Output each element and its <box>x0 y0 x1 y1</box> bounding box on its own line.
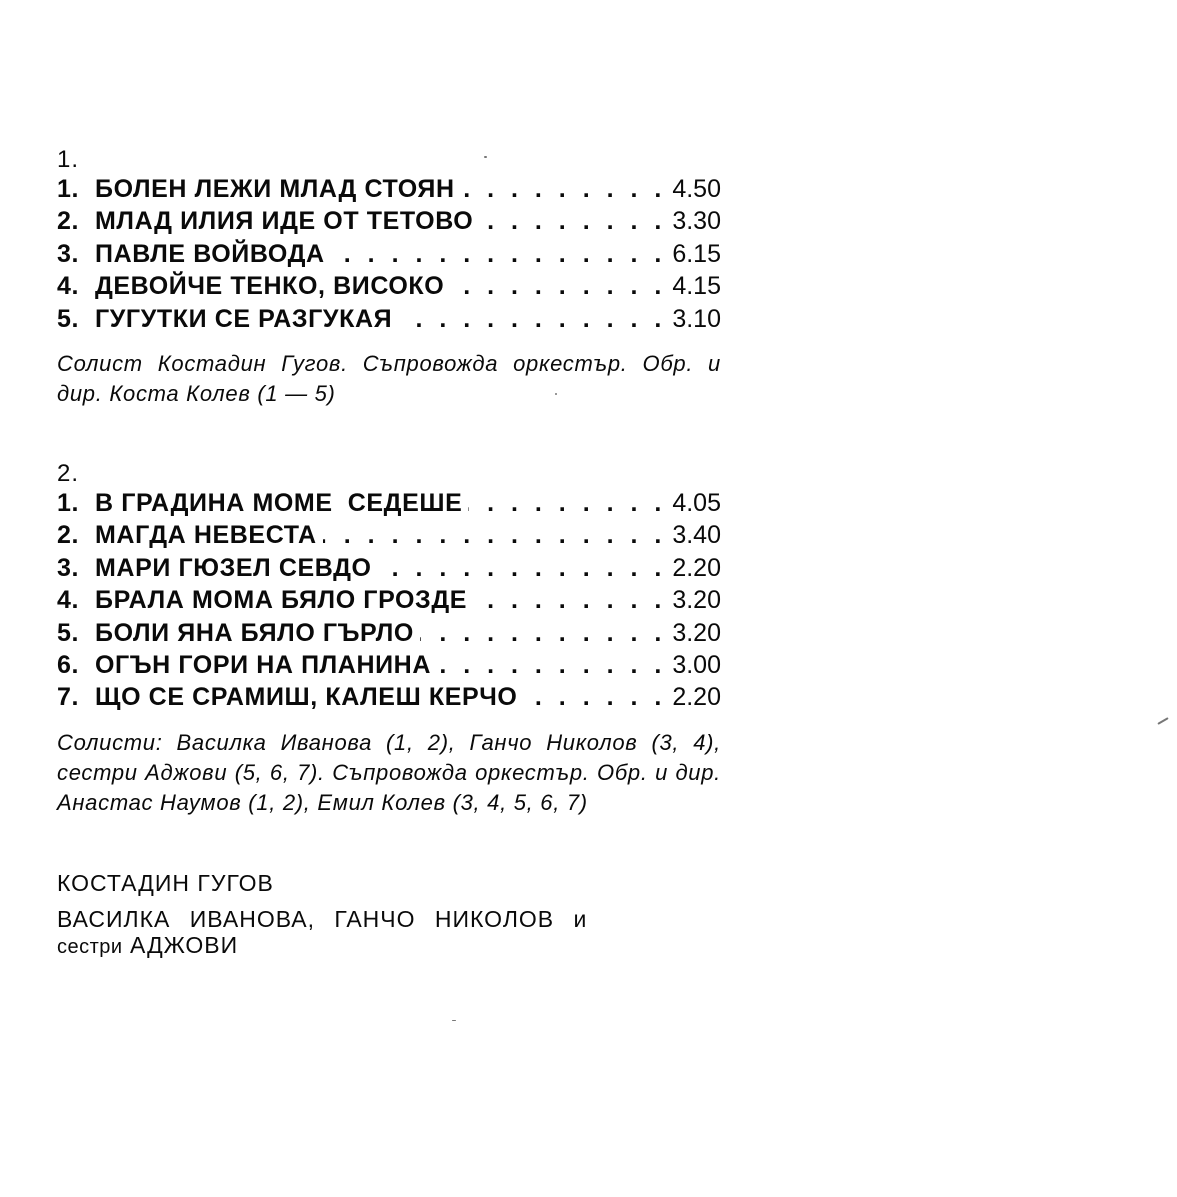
track-number: 2. <box>57 207 80 236</box>
print-speck <box>1157 717 1168 725</box>
dot-leader <box>479 207 666 236</box>
track-row <box>57 305 721 337</box>
dot-leader <box>468 489 666 518</box>
dot-leader <box>420 619 666 648</box>
dot-leader <box>398 305 666 334</box>
track-title: ДЕВОЙЧЕ ТЕНКО, ВИСОКО <box>95 272 445 301</box>
sisters-word: сестри <box>57 935 123 958</box>
artists-block <box>57 866 721 960</box>
track-number: 1. <box>57 488 80 517</box>
print-speck <box>452 1020 456 1021</box>
track-duration: 3.20 <box>672 586 721 615</box>
primary-artist: КОСТАДИН ГУГОВ <box>57 869 274 896</box>
track-row <box>57 175 721 207</box>
track-title: ГУГУТКИ СЕ РАЗГУКАЯ <box>95 304 393 333</box>
track-number: 3. <box>57 239 80 268</box>
dot-leader <box>323 521 667 550</box>
liner-notes <box>57 145 721 960</box>
track-duration: 6.15 <box>672 239 721 268</box>
track-number: 2. <box>57 521 80 550</box>
secondary-artists: ВАСИЛКА ИВАНОВА, ГАНЧО НИКОЛОВ и <box>57 905 588 932</box>
track-duration: 3.30 <box>672 207 721 236</box>
track-number: 3. <box>57 553 80 582</box>
scan-edge <box>0 0 6 1197</box>
track-duration: 3.10 <box>672 304 721 333</box>
track-duration: 4.05 <box>672 488 721 517</box>
side-two-credits: Солисти: Василка Иванова (1, 2), Ганчо Николов (3, 4), сестри Аджови (5, 6, 7). Съпровожда оркестър. Обр. и дир. Анастас Наумов (1, 2), Емил Колев (3, 4, 5, 6, 7) <box>57 729 721 815</box>
track-number: 4. <box>57 586 80 615</box>
track-number: 1. <box>57 175 80 203</box>
dot-leader <box>473 586 666 615</box>
track-row <box>57 619 721 651</box>
dot-leader <box>523 683 666 712</box>
track-duration: 3.00 <box>672 650 721 679</box>
secondary-artists-continued <box>57 932 721 960</box>
track-title: МАРИ ГЮЗЕЛ СЕВДО <box>95 553 372 582</box>
track-number: 6. <box>57 650 80 679</box>
track-number: 4. <box>57 272 80 301</box>
track-row <box>57 207 721 239</box>
dot-leader <box>437 651 666 680</box>
side-two-label: 2. <box>57 459 80 487</box>
track-row <box>57 521 721 553</box>
track-number: 5. <box>57 618 80 647</box>
dot-leader <box>450 272 666 301</box>
track-duration: 2.20 <box>672 683 721 712</box>
track-duration: 2.20 <box>672 553 721 582</box>
dot-leader <box>331 240 667 269</box>
track-title: В ГРАДИНА МОМЕ СЕДЕШЕ <box>95 488 463 517</box>
print-speck <box>484 156 487 158</box>
side-two-track-list <box>57 489 721 716</box>
track-row <box>57 272 721 304</box>
track-row <box>57 683 721 715</box>
track-row <box>57 489 721 521</box>
track-row <box>57 651 721 683</box>
track-duration: 4.50 <box>672 175 721 203</box>
track-row <box>57 240 721 272</box>
group-name: АДЖОВИ <box>129 931 239 958</box>
side-one-label: 1. <box>57 146 80 173</box>
track-title: БОЛИ ЯНА БЯЛО ГЪРЛО <box>95 618 414 647</box>
track-title: ОГЪН ГОРИ НА ПЛАНИНА <box>95 650 431 679</box>
dot-leader <box>378 554 667 583</box>
track-duration: 3.40 <box>672 521 721 550</box>
side-one-track-list <box>57 175 721 337</box>
track-title: ЩО СЕ СРАМИШ, КАЛЕШ КЕРЧО <box>95 683 518 712</box>
track-duration: 4.15 <box>672 272 721 301</box>
side-one-credits: Солист Костадин Гугов. Съпровожда оркестър. Обр. и дир. Коста Колев (1 — 5) <box>57 350 721 406</box>
track-title: БРАЛА МОМА БЯЛО ГРОЗДЕ <box>95 586 468 615</box>
track-title: ПАВЛЕ ВОЙВОДА <box>95 239 325 268</box>
track-row <box>57 586 721 618</box>
side-two <box>57 459 721 818</box>
track-title: МЛАД ИЛИЯ ИДЕ ОТ ТЕТОВО <box>95 207 474 236</box>
track-row <box>57 554 721 586</box>
track-number: 5. <box>57 304 80 333</box>
track-duration: 3.20 <box>672 618 721 647</box>
print-speck <box>555 393 557 395</box>
track-title: БОЛЕН ЛЕЖИ МЛАД СТОЯН <box>95 175 455 203</box>
side-one <box>57 145 721 409</box>
track-number: 7. <box>57 683 80 712</box>
track-title: МАГДА НЕВЕСТА <box>95 521 317 550</box>
dot-leader <box>461 175 667 204</box>
